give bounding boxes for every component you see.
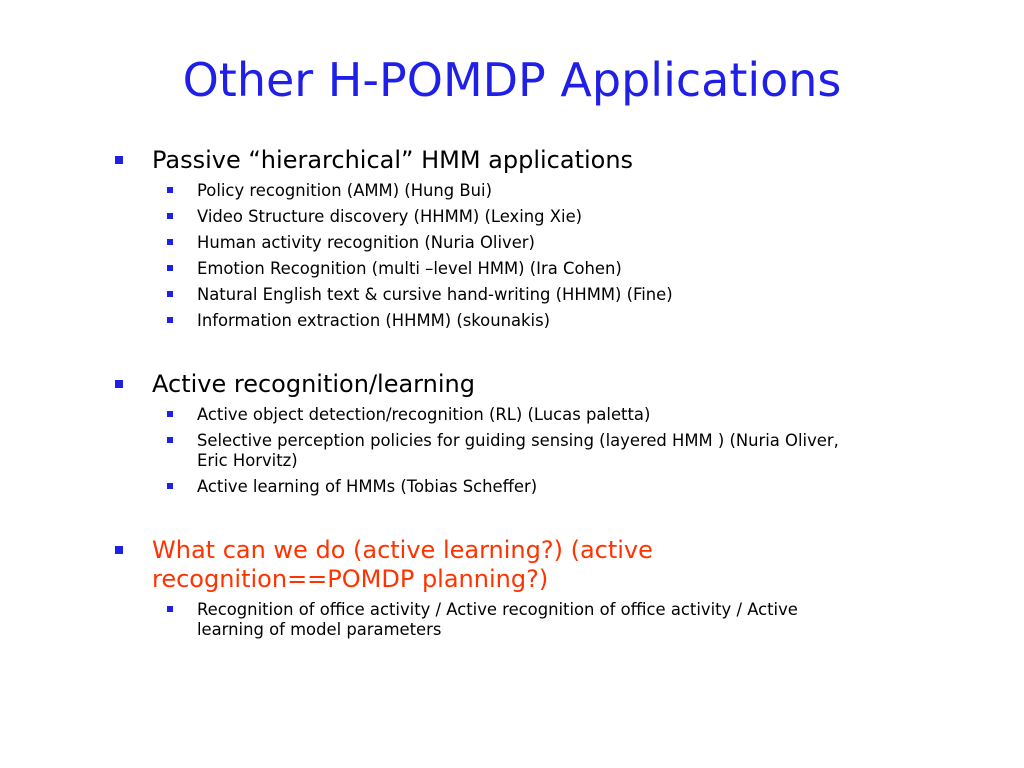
list-item-text-line1: Recognition of office activity / Active recognition of office activity / Active: [197, 600, 798, 619]
square-bullet-icon: [167, 437, 173, 443]
bullet-level1: [112, 370, 952, 399]
list-item-text: Video Structure discovery (HHMM) (Lexing Xie): [197, 207, 583, 226]
list-item-text-line2: learning of model parameters: [197, 620, 442, 639]
list-item: [112, 259, 952, 279]
square-bullet-icon: [167, 483, 173, 489]
list-item-text: Human activity recognition (Nuria Oliver): [197, 233, 535, 252]
list-item: [112, 405, 952, 425]
square-bullet-icon: [115, 546, 123, 554]
list-item: [112, 431, 952, 471]
list-item-text: Information extraction (HHMM) (skounakis): [197, 311, 551, 330]
section-passive-hmm: [112, 146, 952, 337]
list-item-text-line2: Eric Horvitz): [197, 451, 298, 470]
section-what-can-we-do: [112, 536, 952, 646]
bullet-level1-highlight: [112, 536, 952, 594]
section-heading-line1: What can we do (active learning?) (active: [152, 536, 653, 564]
square-bullet-icon: [167, 411, 173, 417]
list-item-text: Active learning of HMMs (Tobias Scheffer): [197, 477, 538, 496]
list-item-text: Emotion Recognition (multi –level HMM) (Ira Cohen): [197, 259, 622, 278]
section-active-recognition: [112, 370, 952, 503]
section-heading-line2: recognition==POMDP planning?): [152, 565, 549, 593]
sub-list: [112, 405, 952, 497]
square-bullet-icon: [167, 213, 173, 219]
list-item: [112, 207, 952, 227]
square-bullet-icon: [115, 380, 123, 388]
list-item-text: Natural English text & cursive hand-writing (HHMM) (Fine): [197, 285, 673, 304]
list-item-text-line1: Selective perception policies for guiding sensing (layered HMM ) (Nuria Oliver,: [197, 431, 839, 450]
list-item: [112, 181, 952, 201]
square-bullet-icon: [167, 606, 173, 612]
square-bullet-icon: [167, 265, 173, 271]
bullet-level1: [112, 146, 952, 175]
sub-list: [112, 181, 952, 331]
square-bullet-icon: [167, 291, 173, 297]
square-bullet-icon: [167, 317, 173, 323]
list-item-text: Active object detection/recognition (RL) (Lucas paletta): [197, 405, 651, 424]
list-item: [112, 600, 952, 640]
list-item: [112, 477, 952, 497]
list-item: [112, 311, 952, 331]
section-heading: Passive “hierarchical” HMM applications: [152, 146, 634, 174]
list-item: [112, 285, 952, 305]
square-bullet-icon: [167, 239, 173, 245]
slide-title: Other H-POMDP Applications: [182, 53, 842, 107]
square-bullet-icon: [115, 156, 123, 164]
list-item-text: Policy recognition (AMM) (Hung Bui): [197, 181, 492, 200]
square-bullet-icon: [167, 187, 173, 193]
list-item: [112, 233, 952, 253]
sub-list: [112, 600, 952, 640]
section-heading: Active recognition/learning: [152, 370, 475, 398]
